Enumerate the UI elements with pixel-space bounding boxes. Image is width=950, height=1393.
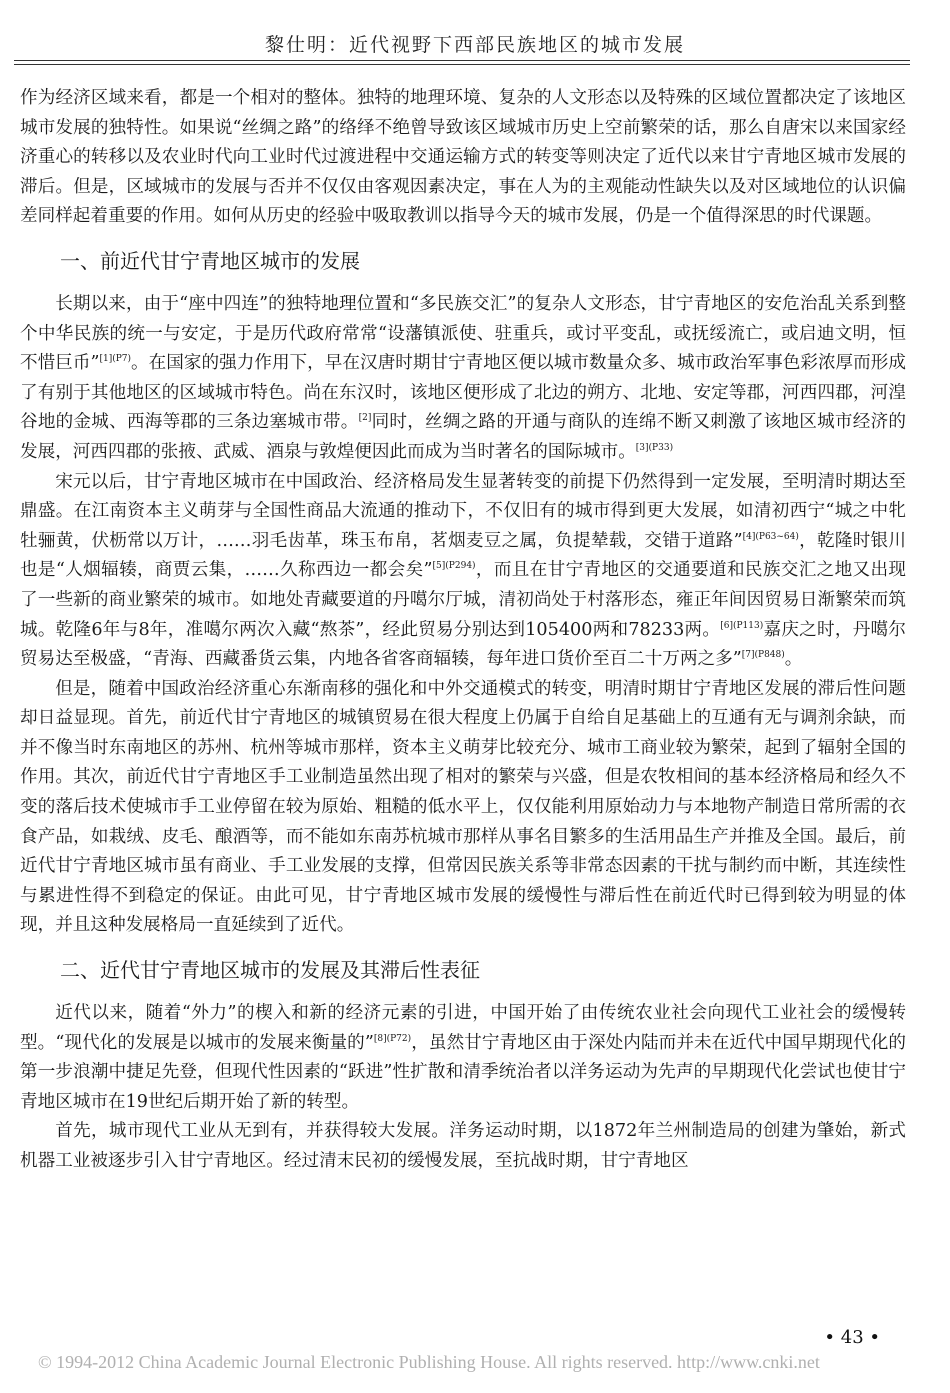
section-heading-1: 一、前近代甘宁青地区城市的发展 xyxy=(60,248,360,273)
running-title: 黎仕明：近代视野下西部民族地区的城市发展 xyxy=(264,34,685,56)
paragraph-5: 首先，城市现代工业从无到有，并获得较大发展。洋务运动时期，以1872年兰州制造局的创建为肇始，新式机器工业被逐步引入甘宁青地区。经过清末民初的缓慢发展，至抗战时期，甘宁青地区 xyxy=(20,1121,906,1171)
header-rule-thin xyxy=(14,64,910,65)
page-number: • 43 • xyxy=(824,1327,880,1348)
paragraph-text: 宋元以后，甘宁青地区城市在中国政治、经济格局发生显著转变的前提下仍然得到一定发展，至明清时期达至鼎盛。在江南资本主义萌芽与全国性商品大流通的推动下，不仅旧有的城市得到更大发展，如清初西宁“城之中牝牡骊黄，伏枥常以万计，……羽毛齿革，珠玉布帛，茗烟麦豆之属，负提辇载，交错于道路” xyxy=(20,471,906,551)
citation-ref: [4](P63~64) xyxy=(742,531,799,542)
paragraph-text: 近代以来，随着“外力”的楔入和新的经济元素的引进，中国开始了由传统农业社会向现代工业社会的缓慢转型。“现代化的发展是以城市的发展来衡量的” xyxy=(20,1003,906,1053)
citation-ref: [1](P7) xyxy=(99,354,132,365)
paragraph-text: 。在国家的强力作用下，早在汉唐时期甘宁青地区便以城市数量众多、城市政治军事色彩浓厚而形成了有别于其他地区的区域城市特色。尚在东汉时，该地区便形成了北边的朔方、北地、安定等郡，河西四郡，河湟谷地的金城、西海等郡的三条边塞城市带。 xyxy=(20,353,906,433)
copyright-watermark: © 1994-2012 China Academic Journal Electronic Publishing House. All rights reserved. http://www.cnki.net xyxy=(38,1352,820,1372)
paragraph-text: ，虽然甘宁青地区由于深处内陆而并未在近代中国早期现代化的第一步浪潮中捷足先登，但现代性因素的“跃进”性扩散和清季统治者以洋务运动为先声的早期现代化尝试也使甘宁青地区城市在19世纪后期开始了新的转型。 xyxy=(20,1032,906,1112)
paragraph-intro: 作为经济区域来看，都是一个相对的整体。独特的地理环境、复杂的人文形态以及特殊的区域位置都决定了该地区城市发展的独特性。如果说“丝绸之路”的络绎不绝曾导致该区域城市历史上空前繁荣的话，那么自唐宋以来国家经济重心的转移以及农业时代向工业时代过渡进程中交通运输方式的转变等则决定了近代以来甘宁青地区城市发展的滞后。但是，区域城市的发展与否并不仅仅由客观因素决定，事在人为的主观能动性缺失以及对区域地位的认识偏差同样起着重要的作用。如何从历史的经验中吸取教训以指导今天的城市发展，仍是一个值得深思的时代课题。 xyxy=(20,88,906,227)
citation-ref: [8](P72) xyxy=(373,1033,412,1044)
paragraph-text: 嘉庆之时，丹噶尔贸易达至极盛，“青海、西藏番货云集，内地各省客商辐辏，每年进口货价至百二十万两之多” xyxy=(20,619,906,670)
page-header xyxy=(0,0,950,62)
article-body xyxy=(20,84,906,1177)
paragraph-text: 同时，丝绸之路的开通与商队的连绵不断又刺激了该地区城市经济的发展，河西四郡的张掖、武威、酒泉与敦煌便因此而成为当时著名的国际城市。 xyxy=(20,412,906,462)
header-rule-thick xyxy=(14,60,910,61)
paragraph-3: 但是，随着中国政治经济重心东渐南移的强化和中外交通模式的转变，明清时期甘宁青地区发展的滞后性问题却日益显现。首先，前近代甘宁青地区的城镇贸易在很大程度上仍属于自给自足基础上的互通有无与调剂余缺，而并不像当时东南地区的苏州、杭州等城市那样，资本主义萌芽比较充分、城市工商业较为繁荣，起到了辐射全国的作用。其次，前近代甘宁青地区手工业制造虽然出现了相对的繁荣与兴盛，但是农牧相间的基本经济格局和经久不变的落后技术使城市手工业停留在较为原始、粗糙的低水平上，仅仅能利用原始动力与本地物产制造日常所需的衣食产品，如栽绒、皮毛、酿酒等，而不能如东南苏杭城市那样从事名目繁多的生活用品生产并推及全国。最后，前近代甘宁青地区城市虽有商业、手工业发展的支撑，但常因民族关系等非常态因素的干扰与制约而中断，其连续性与累进性得不到稳定的保证。由此可见，甘宁青地区城市发展的缓慢性与滞后性在前近代时已得到较为明显的体现，并且这种发展格局一直延续到了近代。 xyxy=(20,678,906,936)
section-heading-2: 二、近代甘宁青地区城市的发展及其滞后性表征 xyxy=(60,958,480,983)
paragraph-2 xyxy=(20,468,906,675)
citation-ref: [6](P113) xyxy=(720,620,764,631)
paragraph-text: ，乾隆时银川也是“人烟辐辏，商贾云集，……久称西边一都会矣” xyxy=(20,530,906,581)
citation-ref: [3](P33) xyxy=(635,443,674,454)
citation-ref: [2] xyxy=(358,413,372,424)
citation-ref: [7](P848) xyxy=(741,650,785,661)
paragraph-4 xyxy=(20,999,906,1117)
citation-ref: [5](P294) xyxy=(432,561,476,572)
paragraph-text: ，而且在甘宁青地区的交通要道和民族交汇之地又出现了一些新的商业繁荣的城市。如地处青藏要道的丹噶尔厅城，清初尚处于村落形态，雍正年间因贸易日渐繁荣而筑城。乾隆6年与8年，准噶尔两次入藏“熬茶”，经此贸易分别达到105400两和78233两。 xyxy=(20,560,906,640)
paragraph-text: 长期以来，由于“座中四连”的独特地理位置和“多民族交汇”的复杂人文形态，甘宁青地区的安危治乱关系到整个中华民族的统一与安定，于是历代政府常常“设藩镇派使、驻重兵，或讨平变乱，或抚绥流亡，或启迪文明，恒不惜巨币” xyxy=(20,293,906,374)
paragraph-1 xyxy=(20,290,906,468)
paragraph-text: 。 xyxy=(784,649,803,670)
